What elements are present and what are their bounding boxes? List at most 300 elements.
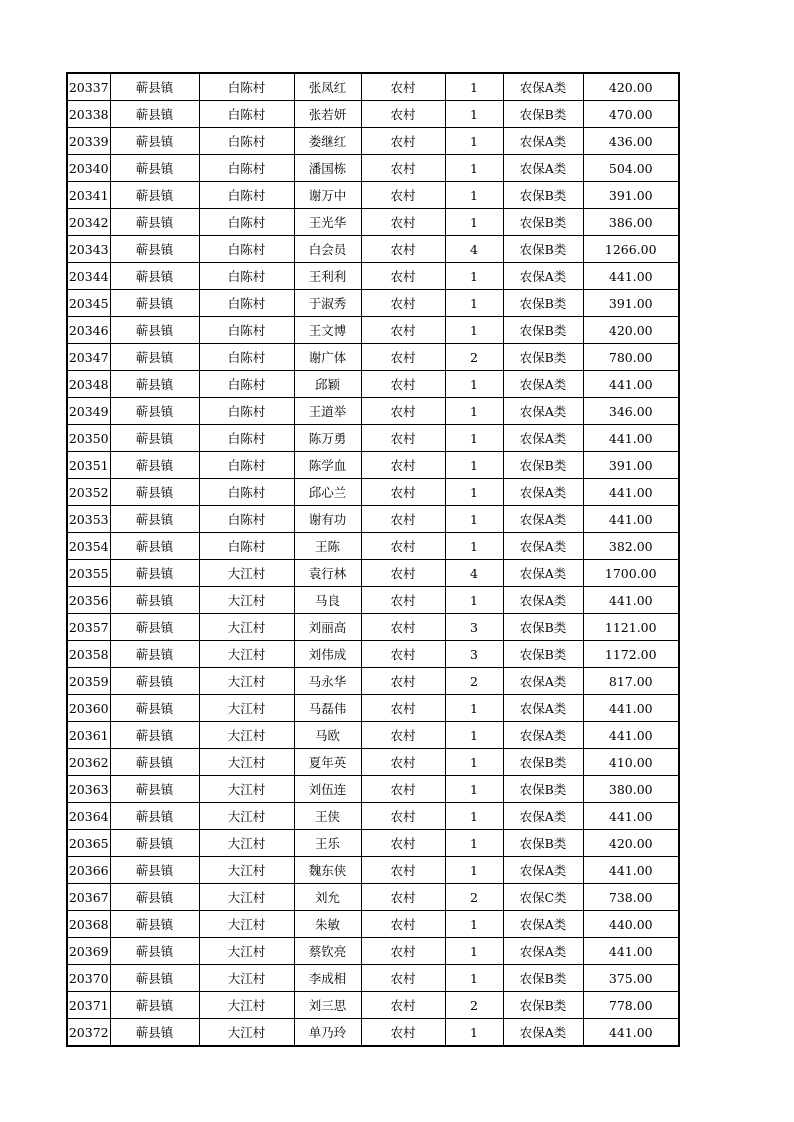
household-size-cell: 4	[445, 560, 503, 587]
record-id-cell: 20357	[67, 614, 110, 641]
village-cell: 大江村	[199, 560, 294, 587]
table-row	[67, 776, 679, 803]
amount-cell: 441.00	[583, 857, 679, 884]
household-type-cell: 农村	[361, 722, 445, 749]
insurance-category-cell: 农保B类	[503, 182, 583, 209]
town-cell: 蕲县镇	[110, 128, 199, 155]
household-type-cell: 农村	[361, 182, 445, 209]
name-cell: 邱心兰	[294, 479, 361, 506]
town-cell: 蕲县镇	[110, 938, 199, 965]
town-cell: 蕲县镇	[110, 263, 199, 290]
household-type-cell: 农村	[361, 371, 445, 398]
name-cell: 王利利	[294, 263, 361, 290]
household-type-cell: 农村	[361, 560, 445, 587]
amount-cell: 410.00	[583, 749, 679, 776]
table-row	[67, 560, 679, 587]
household-size-cell: 1	[445, 857, 503, 884]
insurance-category-cell: 农保B类	[503, 344, 583, 371]
household-size-cell: 1	[445, 587, 503, 614]
household-type-cell: 农村	[361, 641, 445, 668]
insurance-category-cell: 农保A类	[503, 506, 583, 533]
amount-cell: 386.00	[583, 209, 679, 236]
record-id-cell: 20356	[67, 587, 110, 614]
name-cell: 于淑秀	[294, 290, 361, 317]
name-cell: 蔡钦亮	[294, 938, 361, 965]
name-cell: 谢有功	[294, 506, 361, 533]
village-cell: 白陈村	[199, 506, 294, 533]
town-cell: 蕲县镇	[110, 290, 199, 317]
amount-cell: 380.00	[583, 776, 679, 803]
household-type-cell: 农村	[361, 776, 445, 803]
household-size-cell: 1	[445, 830, 503, 857]
amount-cell: 780.00	[583, 344, 679, 371]
table-row	[67, 614, 679, 641]
household-type-cell: 农村	[361, 73, 445, 101]
village-cell: 大江村	[199, 695, 294, 722]
record-id-cell: 20341	[67, 182, 110, 209]
town-cell: 蕲县镇	[110, 182, 199, 209]
town-cell: 蕲县镇	[110, 317, 199, 344]
household-size-cell: 1	[445, 101, 503, 128]
table-row	[67, 371, 679, 398]
name-cell: 张凤红	[294, 73, 361, 101]
table-row	[67, 668, 679, 695]
name-cell: 谢广体	[294, 344, 361, 371]
name-cell: 邱颖	[294, 371, 361, 398]
village-cell: 白陈村	[199, 73, 294, 101]
household-type-cell: 农村	[361, 533, 445, 560]
village-cell: 白陈村	[199, 398, 294, 425]
insurance-category-cell: 农保B类	[503, 965, 583, 992]
insurance-category-cell: 农保B类	[503, 236, 583, 263]
record-id-cell: 20353	[67, 506, 110, 533]
household-size-cell: 1	[445, 209, 503, 236]
village-cell: 白陈村	[199, 425, 294, 452]
village-cell: 白陈村	[199, 452, 294, 479]
household-type-cell: 农村	[361, 965, 445, 992]
village-cell: 大江村	[199, 938, 294, 965]
household-size-cell: 1	[445, 371, 503, 398]
village-cell: 大江村	[199, 614, 294, 641]
record-id-cell: 20372	[67, 1019, 110, 1047]
record-id-cell: 20367	[67, 884, 110, 911]
town-cell: 蕲县镇	[110, 749, 199, 776]
amount-cell: 382.00	[583, 533, 679, 560]
table-row	[67, 506, 679, 533]
household-type-cell: 农村	[361, 479, 445, 506]
name-cell: 魏东侠	[294, 857, 361, 884]
table-row	[67, 452, 679, 479]
table-row	[67, 911, 679, 938]
town-cell: 蕲县镇	[110, 992, 199, 1019]
village-cell: 白陈村	[199, 182, 294, 209]
town-cell: 蕲县镇	[110, 371, 199, 398]
insurance-category-cell: 农保C类	[503, 884, 583, 911]
household-type-cell: 农村	[361, 344, 445, 371]
household-size-cell: 1	[445, 695, 503, 722]
household-size-cell: 1	[445, 722, 503, 749]
record-id-cell: 20370	[67, 965, 110, 992]
town-cell: 蕲县镇	[110, 506, 199, 533]
insurance-category-cell: 农保B类	[503, 992, 583, 1019]
household-type-cell: 农村	[361, 263, 445, 290]
amount-cell: 441.00	[583, 938, 679, 965]
table-row	[67, 830, 679, 857]
name-cell: 白会员	[294, 236, 361, 263]
amount-cell: 436.00	[583, 128, 679, 155]
town-cell: 蕲县镇	[110, 722, 199, 749]
household-type-cell: 农村	[361, 317, 445, 344]
amount-cell: 470.00	[583, 101, 679, 128]
name-cell: 谢万中	[294, 182, 361, 209]
insurance-category-cell: 农保A类	[503, 371, 583, 398]
village-cell: 大江村	[199, 587, 294, 614]
record-id-cell: 20349	[67, 398, 110, 425]
insurance-category-cell: 农保B类	[503, 830, 583, 857]
village-cell: 大江村	[199, 722, 294, 749]
name-cell: 王乐	[294, 830, 361, 857]
record-id-cell: 20364	[67, 803, 110, 830]
village-cell: 大江村	[199, 911, 294, 938]
household-type-cell: 农村	[361, 884, 445, 911]
record-id-cell: 20340	[67, 155, 110, 182]
record-id-cell: 20358	[67, 641, 110, 668]
name-cell: 刘伍连	[294, 776, 361, 803]
table-row	[67, 425, 679, 452]
amount-cell: 1121.00	[583, 614, 679, 641]
amount-cell: 441.00	[583, 587, 679, 614]
table-row	[67, 290, 679, 317]
household-size-cell: 1	[445, 479, 503, 506]
village-cell: 白陈村	[199, 317, 294, 344]
amount-cell: 440.00	[583, 911, 679, 938]
town-cell: 蕲县镇	[110, 533, 199, 560]
town-cell: 蕲县镇	[110, 965, 199, 992]
amount-cell: 441.00	[583, 371, 679, 398]
name-cell: 单乃玲	[294, 1019, 361, 1047]
household-size-cell: 1	[445, 506, 503, 533]
town-cell: 蕲县镇	[110, 155, 199, 182]
village-cell: 大江村	[199, 641, 294, 668]
amount-cell: 375.00	[583, 965, 679, 992]
town-cell: 蕲县镇	[110, 236, 199, 263]
record-id-cell: 20339	[67, 128, 110, 155]
amount-cell: 504.00	[583, 155, 679, 182]
village-cell: 大江村	[199, 857, 294, 884]
amount-cell: 441.00	[583, 479, 679, 506]
record-id-cell: 20351	[67, 452, 110, 479]
village-cell: 白陈村	[199, 344, 294, 371]
amount-cell: 441.00	[583, 803, 679, 830]
town-cell: 蕲县镇	[110, 911, 199, 938]
records-table	[66, 72, 680, 1047]
name-cell: 娄继红	[294, 128, 361, 155]
town-cell: 蕲县镇	[110, 1019, 199, 1047]
insurance-category-cell: 农保B类	[503, 776, 583, 803]
village-cell: 白陈村	[199, 101, 294, 128]
household-size-cell: 3	[445, 641, 503, 668]
record-id-cell: 20365	[67, 830, 110, 857]
record-id-cell: 20338	[67, 101, 110, 128]
household-type-cell: 农村	[361, 209, 445, 236]
amount-cell: 346.00	[583, 398, 679, 425]
amount-cell: 738.00	[583, 884, 679, 911]
name-cell: 陈万勇	[294, 425, 361, 452]
town-cell: 蕲县镇	[110, 344, 199, 371]
household-size-cell: 1	[445, 965, 503, 992]
name-cell: 袁行林	[294, 560, 361, 587]
household-type-cell: 农村	[361, 992, 445, 1019]
town-cell: 蕲县镇	[110, 398, 199, 425]
insurance-category-cell: 农保A类	[503, 533, 583, 560]
household-type-cell: 农村	[361, 614, 445, 641]
name-cell: 陈学血	[294, 452, 361, 479]
town-cell: 蕲县镇	[110, 425, 199, 452]
amount-cell: 391.00	[583, 290, 679, 317]
table-row	[67, 236, 679, 263]
household-size-cell: 1	[445, 155, 503, 182]
village-cell: 白陈村	[199, 290, 294, 317]
amount-cell: 391.00	[583, 182, 679, 209]
town-cell: 蕲县镇	[110, 479, 199, 506]
insurance-category-cell: 农保B类	[503, 614, 583, 641]
village-cell: 大江村	[199, 965, 294, 992]
amount-cell: 441.00	[583, 506, 679, 533]
village-cell: 白陈村	[199, 128, 294, 155]
household-type-cell: 农村	[361, 803, 445, 830]
household-type-cell: 农村	[361, 1019, 445, 1047]
household-type-cell: 农村	[361, 155, 445, 182]
insurance-category-cell: 农保B类	[503, 749, 583, 776]
table-row	[67, 884, 679, 911]
village-cell: 大江村	[199, 803, 294, 830]
table-row	[67, 317, 679, 344]
town-cell: 蕲县镇	[110, 695, 199, 722]
insurance-category-cell: 农保A类	[503, 425, 583, 452]
household-size-cell: 1	[445, 803, 503, 830]
insurance-category-cell: 农保B类	[503, 317, 583, 344]
name-cell: 夏年英	[294, 749, 361, 776]
table-row	[67, 587, 679, 614]
table-row	[67, 344, 679, 371]
household-type-cell: 农村	[361, 587, 445, 614]
household-type-cell: 农村	[361, 236, 445, 263]
household-type-cell: 农村	[361, 695, 445, 722]
household-type-cell: 农村	[361, 938, 445, 965]
table-row	[67, 722, 679, 749]
household-size-cell: 1	[445, 73, 503, 101]
household-size-cell: 1	[445, 749, 503, 776]
town-cell: 蕲县镇	[110, 101, 199, 128]
name-cell: 刘伟成	[294, 641, 361, 668]
village-cell: 大江村	[199, 1019, 294, 1047]
record-id-cell: 20337	[67, 73, 110, 101]
town-cell: 蕲县镇	[110, 560, 199, 587]
town-cell: 蕲县镇	[110, 452, 199, 479]
insurance-category-cell: 农保A类	[503, 695, 583, 722]
amount-cell: 391.00	[583, 452, 679, 479]
household-size-cell: 2	[445, 668, 503, 695]
table-row	[67, 641, 679, 668]
record-id-cell: 20361	[67, 722, 110, 749]
insurance-category-cell: 农保A类	[503, 398, 583, 425]
household-size-cell: 1	[445, 911, 503, 938]
table-row	[67, 101, 679, 128]
household-type-cell: 农村	[361, 452, 445, 479]
household-type-cell: 农村	[361, 290, 445, 317]
name-cell: 刘三思	[294, 992, 361, 1019]
insurance-category-cell: 农保A类	[503, 1019, 583, 1047]
amount-cell: 441.00	[583, 263, 679, 290]
household-size-cell: 1	[445, 452, 503, 479]
insurance-category-cell: 农保A类	[503, 938, 583, 965]
village-cell: 大江村	[199, 992, 294, 1019]
record-id-cell: 20355	[67, 560, 110, 587]
table-row	[67, 182, 679, 209]
household-type-cell: 农村	[361, 425, 445, 452]
household-size-cell: 1	[445, 290, 503, 317]
amount-cell: 420.00	[583, 317, 679, 344]
table-row	[67, 803, 679, 830]
village-cell: 大江村	[199, 776, 294, 803]
name-cell: 李成相	[294, 965, 361, 992]
town-cell: 蕲县镇	[110, 587, 199, 614]
insurance-category-cell: 农保A类	[503, 857, 583, 884]
table-row	[67, 155, 679, 182]
record-id-cell: 20348	[67, 371, 110, 398]
amount-cell: 1700.00	[583, 560, 679, 587]
record-id-cell: 20368	[67, 911, 110, 938]
insurance-category-cell: 农保A类	[503, 911, 583, 938]
household-type-cell: 农村	[361, 101, 445, 128]
town-cell: 蕲县镇	[110, 641, 199, 668]
name-cell: 王文博	[294, 317, 361, 344]
household-type-cell: 农村	[361, 128, 445, 155]
record-id-cell: 20350	[67, 425, 110, 452]
village-cell: 白陈村	[199, 479, 294, 506]
insurance-category-cell: 农保A类	[503, 668, 583, 695]
amount-cell: 441.00	[583, 425, 679, 452]
village-cell: 白陈村	[199, 209, 294, 236]
table-row	[67, 695, 679, 722]
table-row	[67, 965, 679, 992]
record-id-cell: 20352	[67, 479, 110, 506]
amount-cell: 1266.00	[583, 236, 679, 263]
insurance-category-cell: 农保A类	[503, 155, 583, 182]
amount-cell: 778.00	[583, 992, 679, 1019]
name-cell: 马欧	[294, 722, 361, 749]
record-id-cell: 20369	[67, 938, 110, 965]
household-type-cell: 农村	[361, 506, 445, 533]
household-type-cell: 农村	[361, 830, 445, 857]
table-row	[67, 73, 679, 101]
table-row	[67, 209, 679, 236]
household-size-cell: 3	[445, 614, 503, 641]
name-cell: 潘国栋	[294, 155, 361, 182]
insurance-category-cell: 农保A类	[503, 587, 583, 614]
amount-cell: 420.00	[583, 73, 679, 101]
record-id-cell: 20366	[67, 857, 110, 884]
table-row	[67, 479, 679, 506]
household-size-cell: 1	[445, 398, 503, 425]
town-cell: 蕲县镇	[110, 73, 199, 101]
name-cell: 马良	[294, 587, 361, 614]
table-row	[67, 533, 679, 560]
amount-cell: 420.00	[583, 830, 679, 857]
household-size-cell: 2	[445, 992, 503, 1019]
records-table-body	[67, 73, 679, 1046]
village-cell: 白陈村	[199, 263, 294, 290]
name-cell: 王侠	[294, 803, 361, 830]
village-cell: 白陈村	[199, 236, 294, 263]
insurance-category-cell: 农保A类	[503, 263, 583, 290]
name-cell: 王道举	[294, 398, 361, 425]
record-id-cell: 20345	[67, 290, 110, 317]
household-size-cell: 2	[445, 344, 503, 371]
insurance-category-cell: 农保B类	[503, 101, 583, 128]
amount-cell: 441.00	[583, 695, 679, 722]
village-cell: 大江村	[199, 749, 294, 776]
insurance-category-cell: 农保A类	[503, 560, 583, 587]
village-cell: 白陈村	[199, 155, 294, 182]
table-row	[67, 398, 679, 425]
record-id-cell: 20344	[67, 263, 110, 290]
name-cell: 刘丽高	[294, 614, 361, 641]
name-cell: 马永华	[294, 668, 361, 695]
amount-cell: 817.00	[583, 668, 679, 695]
village-cell: 大江村	[199, 668, 294, 695]
town-cell: 蕲县镇	[110, 776, 199, 803]
insurance-category-cell: 农保A类	[503, 128, 583, 155]
household-size-cell: 1	[445, 425, 503, 452]
record-id-cell: 20363	[67, 776, 110, 803]
household-type-cell: 农村	[361, 857, 445, 884]
household-type-cell: 农村	[361, 398, 445, 425]
insurance-category-cell: 农保B类	[503, 290, 583, 317]
insurance-category-cell: 农保B类	[503, 452, 583, 479]
table-row	[67, 1019, 679, 1047]
name-cell: 张若妍	[294, 101, 361, 128]
household-size-cell: 1	[445, 128, 503, 155]
household-size-cell: 2	[445, 884, 503, 911]
insurance-category-cell: 农保A类	[503, 722, 583, 749]
name-cell: 朱敏	[294, 911, 361, 938]
table-row	[67, 128, 679, 155]
record-id-cell: 20371	[67, 992, 110, 1019]
village-cell: 白陈村	[199, 371, 294, 398]
town-cell: 蕲县镇	[110, 668, 199, 695]
amount-cell: 441.00	[583, 1019, 679, 1047]
household-size-cell: 1	[445, 317, 503, 344]
table-row	[67, 938, 679, 965]
amount-cell: 441.00	[583, 722, 679, 749]
record-id-cell: 20359	[67, 668, 110, 695]
household-size-cell: 1	[445, 533, 503, 560]
household-size-cell: 1	[445, 776, 503, 803]
insurance-category-cell: 农保A类	[503, 73, 583, 101]
village-cell: 大江村	[199, 830, 294, 857]
name-cell: 刘允	[294, 884, 361, 911]
household-size-cell: 1	[445, 1019, 503, 1047]
household-size-cell: 1	[445, 263, 503, 290]
table-row	[67, 857, 679, 884]
insurance-category-cell: 农保A类	[503, 479, 583, 506]
insurance-category-cell: 农保B类	[503, 209, 583, 236]
village-cell: 白陈村	[199, 533, 294, 560]
town-cell: 蕲县镇	[110, 830, 199, 857]
record-id-cell: 20342	[67, 209, 110, 236]
household-type-cell: 农村	[361, 911, 445, 938]
